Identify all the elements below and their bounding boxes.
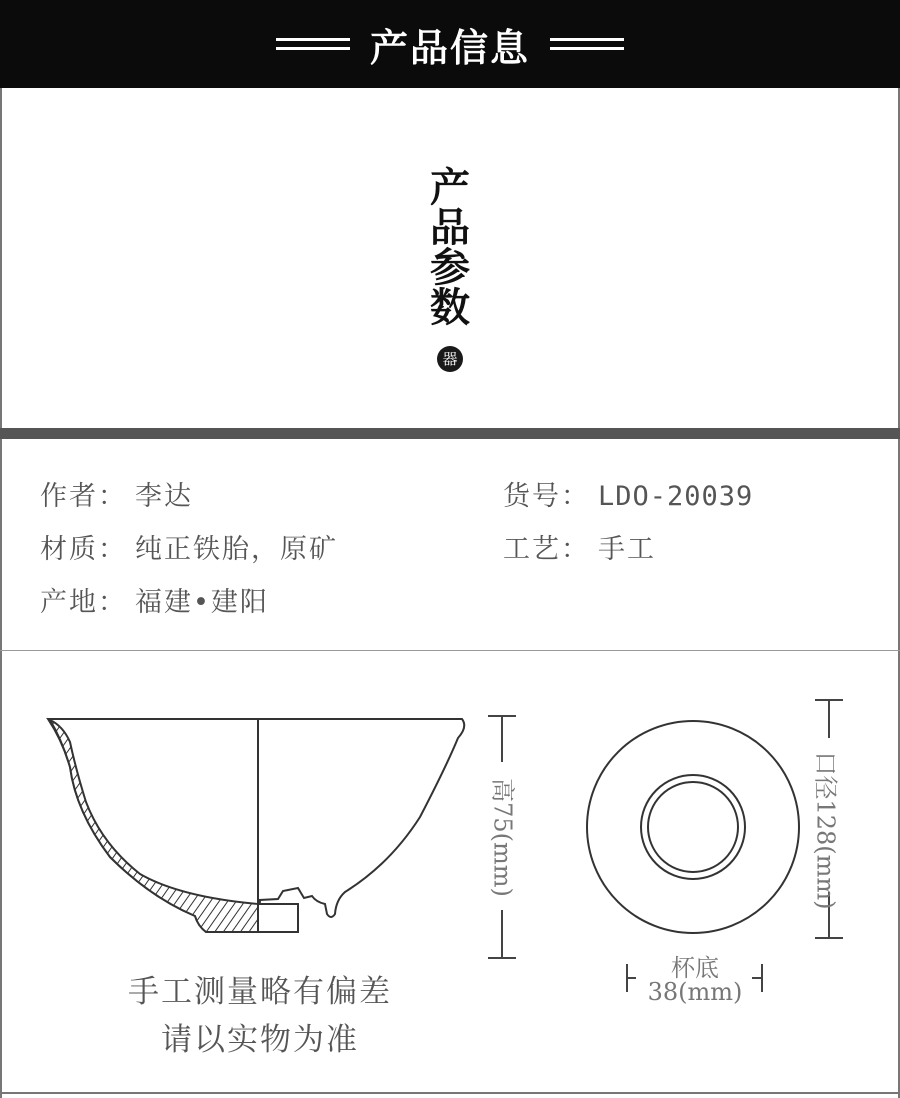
section-title-vertical (420, 164, 480, 331)
foot-label: 杯底 (671, 954, 719, 982)
banner-right-rule (550, 38, 624, 50)
spec-origin (40, 580, 269, 619)
section-title-char: 参 (430, 244, 470, 291)
page-title: 产品信息 (369, 24, 530, 70)
height-label: 高75(mm) (488, 778, 517, 897)
spec-value: 福建•建阳 (135, 587, 269, 618)
banner-title (0, 0, 900, 88)
frame-bottom-border (0, 1092, 900, 1094)
section-title-char: 数 (430, 284, 470, 331)
section-divider-thin (0, 650, 900, 651)
spec-value: 纯正铁胎，原矿 (135, 534, 338, 565)
bowl-foot-section (258, 904, 298, 932)
spec-craft (503, 527, 656, 566)
spec-author (40, 474, 193, 513)
bowl-wall-section (50, 720, 258, 932)
spec-material (40, 527, 338, 566)
spec-value: 李达 (135, 481, 193, 512)
foot-size-label: 38(mm) (647, 978, 743, 1006)
spec-label: 作者： (40, 481, 127, 512)
spec-label: 材质： (40, 534, 127, 565)
bowl-foot-outer-circle (641, 775, 745, 879)
bowl-rim-circle (587, 721, 799, 933)
bowl-foot-inner-circle (648, 782, 738, 872)
section-title-char: 产 (430, 164, 470, 211)
mouth-diameter-label: 口径128(mm) (811, 751, 840, 910)
seal-badge: 器 (437, 346, 463, 372)
banner-left-rule (276, 38, 350, 50)
spec-value: 手工 (598, 534, 656, 565)
section-divider-thick (0, 428, 900, 439)
measure-note-line2: 请以实物为准 (161, 1022, 359, 1058)
section-title-char: 品 (430, 204, 470, 251)
spec-item-no (503, 474, 753, 513)
spec-value: LDO-20039 (598, 481, 754, 512)
bowl-profile (48, 719, 464, 932)
spec-label: 货号： (503, 481, 590, 512)
spec-label: 产地： (40, 587, 127, 618)
measure-note-line1: 手工测量略有偏差 (128, 974, 392, 1010)
spec-label: 工艺： (503, 534, 590, 565)
